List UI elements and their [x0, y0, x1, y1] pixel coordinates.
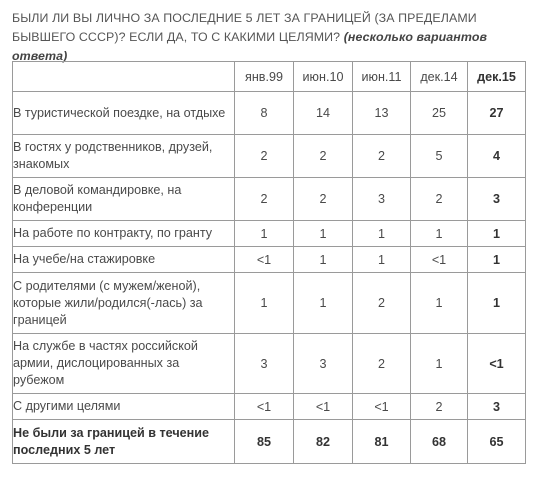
cell-value-latest: 3	[468, 178, 526, 221]
cell-value: 2	[411, 178, 468, 221]
cell-value: 1	[411, 273, 468, 334]
row-label: На учебе/на стажировке	[13, 247, 235, 273]
header-cell: дек.14	[411, 62, 468, 92]
cell-value: 1	[411, 334, 468, 394]
cell-value: 68	[411, 420, 468, 464]
table-row	[13, 221, 526, 247]
cell-value: 2	[235, 135, 294, 178]
row-label: Не были за границей в течение последних 5 лет	[13, 420, 235, 464]
cell-value-latest: 1	[468, 273, 526, 334]
question-note: (несколько вариантов ответа)	[12, 30, 488, 63]
header-cell: июн.11	[353, 62, 411, 92]
cell-value: 2	[353, 135, 411, 178]
row-label: В деловой командировке, на конференции	[13, 178, 235, 221]
cell-value: 1	[353, 221, 411, 247]
survey-table	[12, 61, 526, 464]
cell-value: 2	[353, 334, 411, 394]
cell-value: 85	[235, 420, 294, 464]
cell-value-latest: 3	[468, 394, 526, 420]
cell-value-latest: 1	[468, 247, 526, 273]
header-cell: июн.10	[294, 62, 353, 92]
table-row	[13, 178, 526, 221]
cell-value-latest: 1	[468, 221, 526, 247]
cell-value: 14	[294, 92, 353, 135]
cell-value: 3	[353, 178, 411, 221]
cell-value: 1	[235, 273, 294, 334]
cell-value-latest: 27	[468, 92, 526, 135]
row-label: С другими целями	[13, 394, 235, 420]
cell-value: 2	[353, 273, 411, 334]
cell-value: 8	[235, 92, 294, 135]
cell-value: 1	[294, 273, 353, 334]
cell-value: <1	[353, 394, 411, 420]
table-row	[13, 92, 526, 135]
row-label: На работе по контракту, по гранту	[13, 221, 235, 247]
cell-value: 1	[235, 221, 294, 247]
cell-value: 5	[411, 135, 468, 178]
cell-value: <1	[235, 394, 294, 420]
table-row	[13, 247, 526, 273]
cell-value: 13	[353, 92, 411, 135]
cell-value: 2	[294, 178, 353, 221]
cell-value: <1	[411, 247, 468, 273]
cell-value: 1	[294, 221, 353, 247]
table-row	[13, 273, 526, 334]
cell-value: <1	[294, 394, 353, 420]
header-cell-latest: дек.15	[468, 62, 526, 92]
cell-value: 1	[411, 221, 468, 247]
question-title	[12, 9, 532, 66]
cell-value: 2	[411, 394, 468, 420]
table-row	[13, 135, 526, 178]
cell-value: 2	[294, 135, 353, 178]
cell-value-latest: <1	[468, 334, 526, 394]
header-cell-empty	[13, 62, 235, 92]
cell-value: 81	[353, 420, 411, 464]
cell-value: 3	[294, 334, 353, 394]
row-label: На службе в частях российской армии, дислоцированных за рубежом	[13, 334, 235, 394]
cell-value: 1	[353, 247, 411, 273]
question-text: БЫЛИ ЛИ ВЫ ЛИЧНО ЗА ПОСЛЕДНИЕ 5 ЛЕТ ЗА ГРАНИЦЕЙ (ЗА ПРЕДЕЛАМИ БЫВШЕГО СССР)? ЕСЛИ ДА, ТО С КАКИМИ ЦЕЛЯМИ?	[12, 11, 477, 44]
cell-value: 3	[235, 334, 294, 394]
row-label: В туристической поездке, на отдыхе	[13, 92, 235, 135]
cell-value: 2	[235, 178, 294, 221]
table-row	[13, 394, 526, 420]
header-cell: янв.99	[235, 62, 294, 92]
cell-value-latest: 4	[468, 135, 526, 178]
cell-value: 25	[411, 92, 468, 135]
table-row-total	[13, 420, 526, 464]
cell-value-latest: 65	[468, 420, 526, 464]
table-header-row	[13, 62, 526, 92]
row-label: С родителями (с мужем/женой), которые жили/родился(-лась) за границей	[13, 273, 235, 334]
table-row	[13, 334, 526, 394]
row-label: В гостях у родственников, друзей, знакомых	[13, 135, 235, 178]
cell-value: 82	[294, 420, 353, 464]
cell-value: <1	[235, 247, 294, 273]
cell-value: 1	[294, 247, 353, 273]
